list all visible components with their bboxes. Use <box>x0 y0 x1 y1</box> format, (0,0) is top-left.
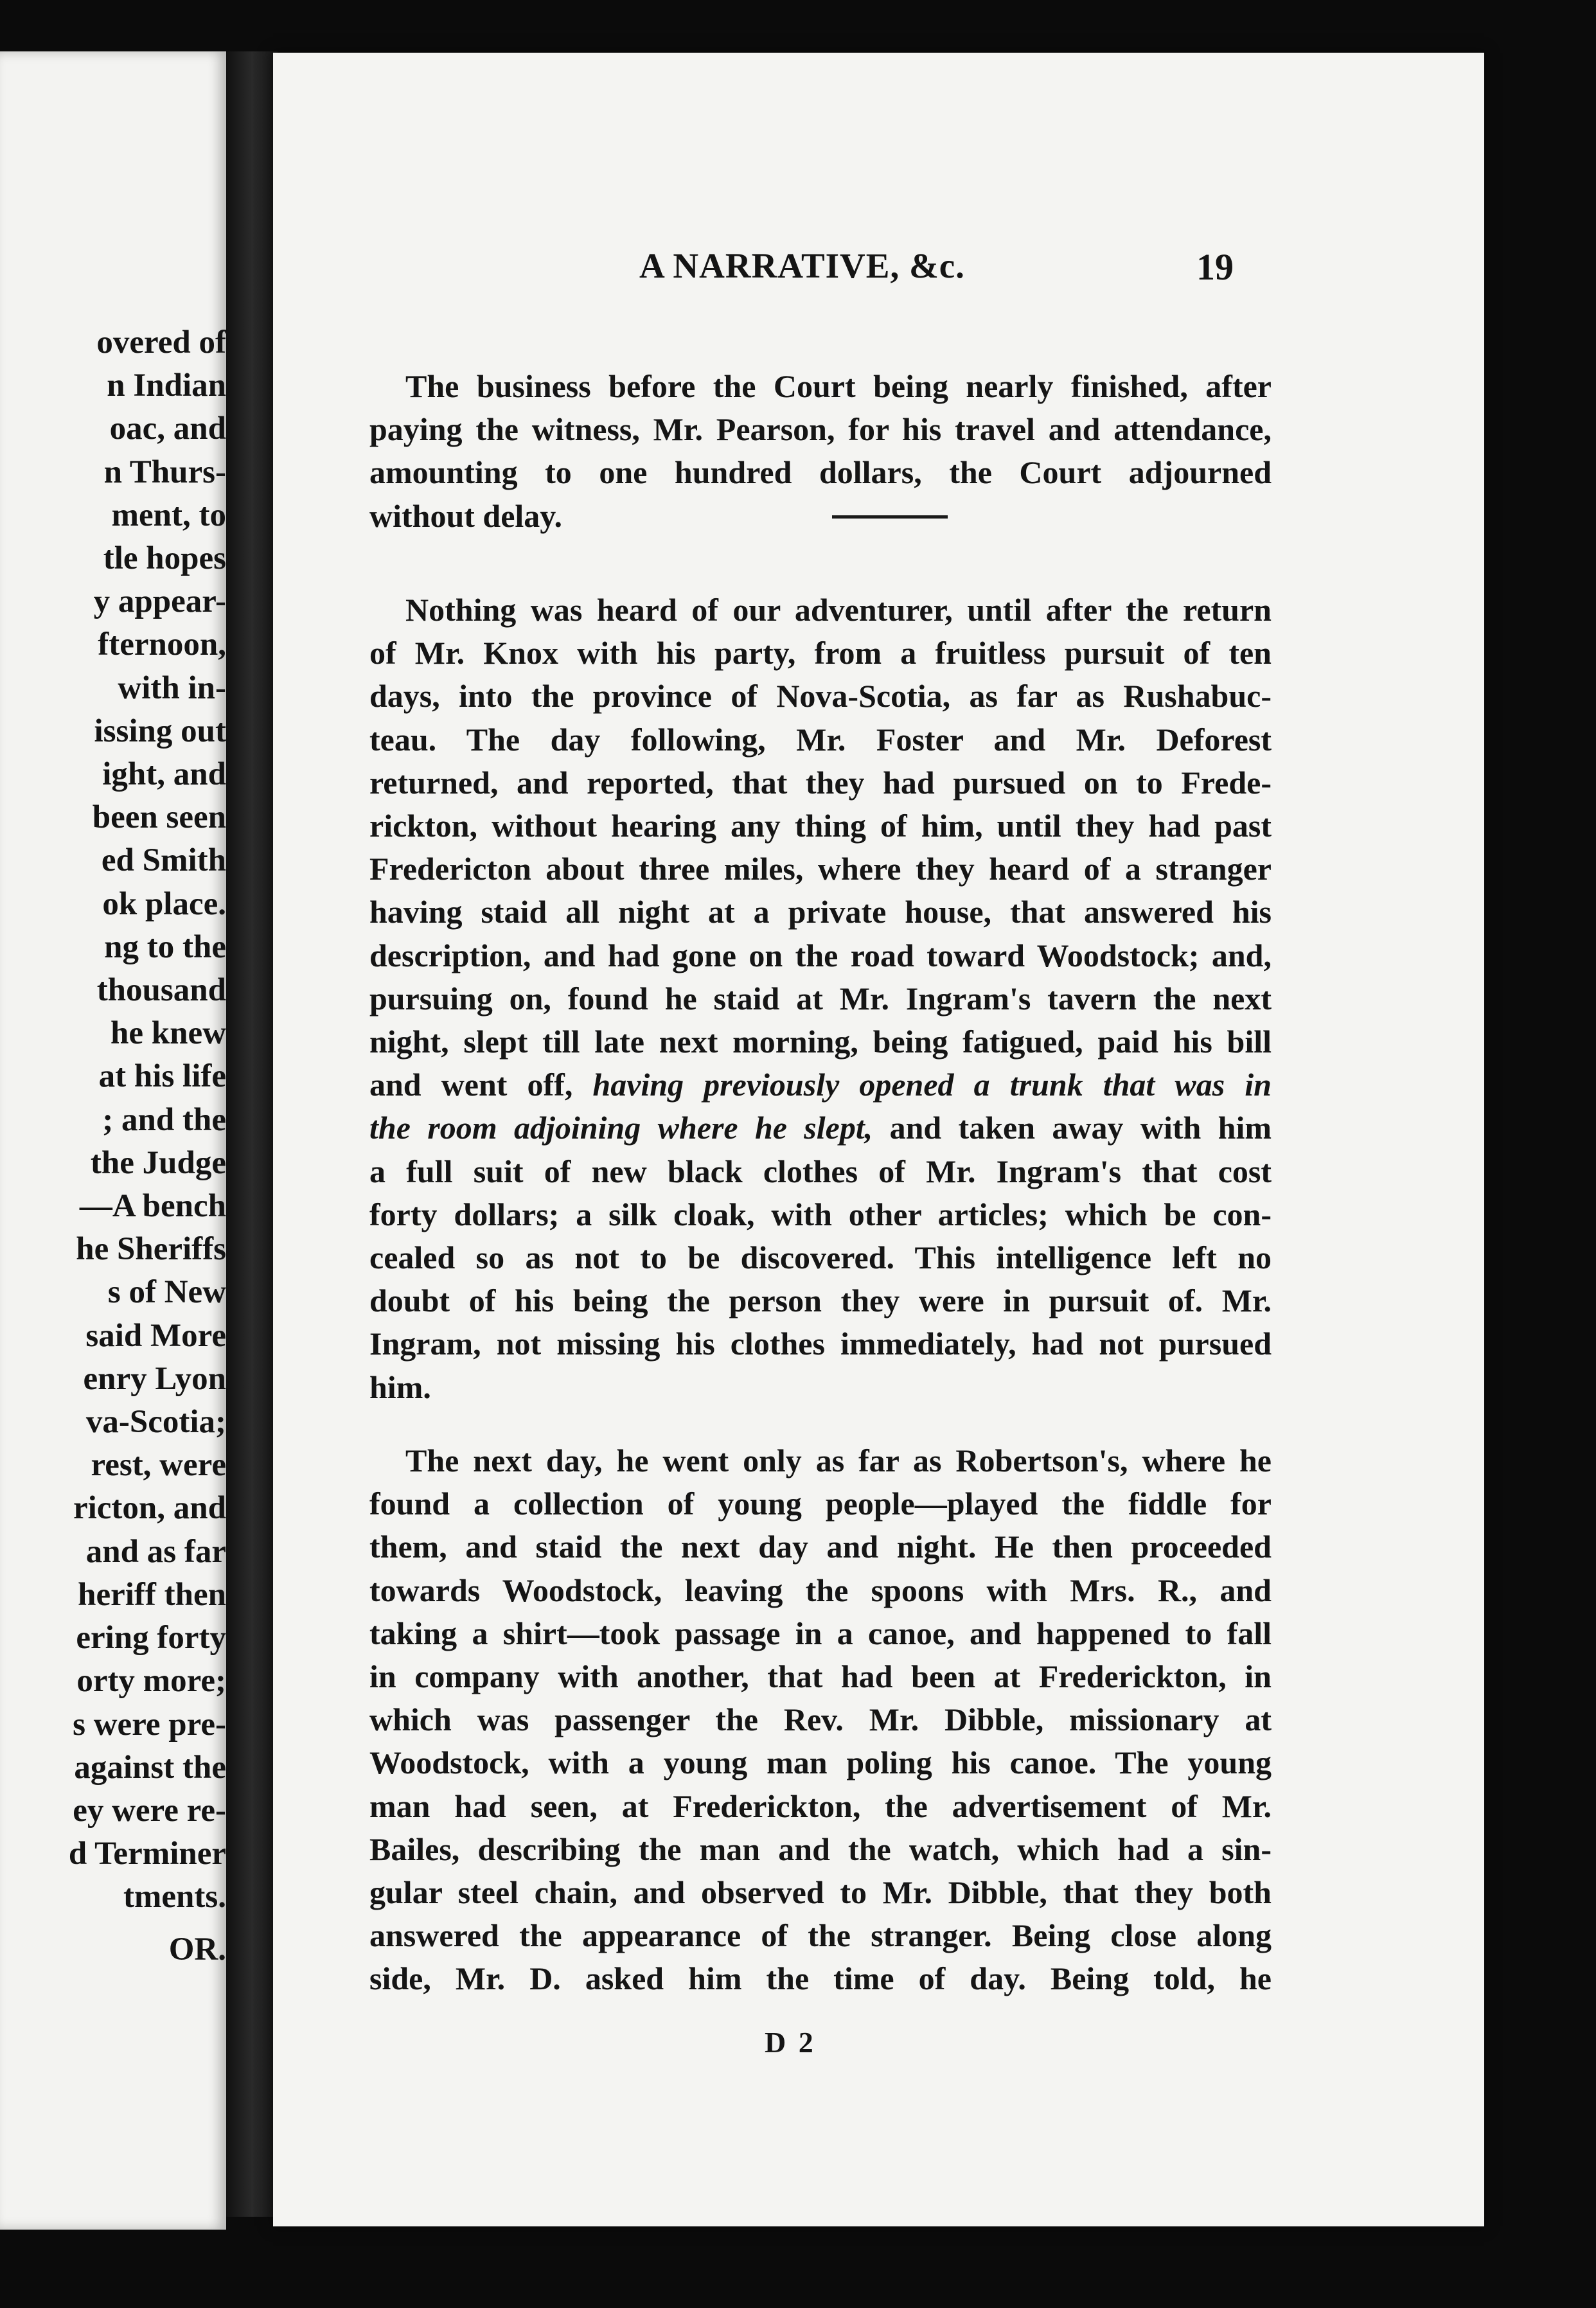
text-line: Ingram, not missing his clothes immediately, had not pursued <box>369 1326 1272 1362</box>
text-line: Woodstock, with a young man poling his canoe. The young <box>369 1744 1272 1781</box>
text-line: without delay. <box>369 497 563 534</box>
section-divider <box>832 515 948 519</box>
text-line: of Mr. Knox with his party, from a fruitless pursuit of ten <box>369 635 1272 671</box>
paragraph-3 <box>369 1439 1272 2001</box>
text-line: pursuing on, found he staid at Mr. Ingram's tavern the next <box>369 980 1272 1016</box>
left-page-text <box>0 321 226 1971</box>
left-line: d Terminer <box>68 1836 226 1872</box>
left-line: oac, and <box>109 411 226 447</box>
text-run: and taken away with him <box>889 1110 1272 1146</box>
text-line: gular steel chain, and observed to Mr. Dibble, that they both <box>369 1874 1272 1911</box>
left-line: ng to the <box>104 928 226 965</box>
left-line: ricton, and <box>73 1490 226 1527</box>
left-line: overed of <box>96 324 226 360</box>
running-title: A NARRATIVE, &c. <box>639 246 965 285</box>
left-page <box>0 51 226 2230</box>
left-line: at his life <box>98 1058 226 1095</box>
text-line: rickton, without hearing any thing of him, until they had past <box>369 808 1272 844</box>
text-line: a full suit of new black clothes of Mr. Ingram's that cost <box>369 1153 1272 1189</box>
text-line: night, slept till late next morning, being fatigued, paid his bill <box>369 1024 1272 1060</box>
left-line: ok place. <box>102 885 226 922</box>
text-line: towards Woodstock, leaving the spoons with Mrs. R., and <box>369 1572 1272 1608</box>
text-line: The business before the Court being nearly finished, after <box>405 368 1272 404</box>
left-line: ey were re- <box>73 1792 226 1829</box>
left-line: y appear- <box>93 583 226 620</box>
left-line: and as far <box>85 1533 226 1570</box>
text-line: having staid all night at a private house, that answered his <box>369 894 1272 930</box>
left-line: ering forty <box>76 1620 226 1656</box>
left-line: issing out <box>94 713 226 749</box>
text-line: Bailes, describing the man and the watch, which had a sin- <box>369 1831 1272 1867</box>
left-line: he knew <box>111 1015 226 1052</box>
left-line: va-Scotia; <box>85 1404 226 1441</box>
left-line: ed Smith <box>101 842 226 879</box>
text-line: them, and staid the next day and night. He then proceeded <box>369 1529 1272 1565</box>
text-line: teau. The day following, Mr. Foster and Mr. Deforest <box>369 721 1272 758</box>
text-line: Nothing was heard of our adventurer, until after the return <box>405 592 1272 628</box>
left-line: the Judge <box>90 1144 226 1181</box>
text-line: side, Mr. D. asked him the time of day. Being told, he <box>369 1960 1272 1997</box>
text-line: answered the appearance of the stranger. Being close along <box>369 1917 1272 1954</box>
text-line: returned, and reported, that they had pursued on to Frede- <box>369 764 1272 801</box>
italic-run: having previously opened a trunk that was in <box>592 1067 1272 1103</box>
paragraph-1 <box>369 365 1272 538</box>
text-line: cealed so as not to be discovered. This intelligence left no <box>369 1239 1272 1276</box>
left-line: s of New <box>107 1274 226 1311</box>
text-line: found a collection of young people—played the fiddle for <box>369 1486 1272 1522</box>
text-line: Fredericton about three miles, where they heard of a stranger <box>369 851 1272 887</box>
text-line: which was passenger the Rev. Mr. Dibble, missionary at <box>369 1701 1272 1738</box>
text-line: description, and had gone on the road toward Woodstock; and, <box>369 937 1272 973</box>
text-line <box>369 1063 1272 1106</box>
left-line: tle hopes <box>103 540 226 577</box>
text-line: amounting to one hundred dollars, the Court adjourned <box>369 454 1272 491</box>
text-line: paying the witness, Mr. Pearson, for his travel and attendance, <box>369 411 1272 448</box>
left-line: ight, and <box>102 756 226 793</box>
italic-run: the room adjoining where he slept, <box>369 1110 873 1146</box>
left-line: orty more; <box>76 1663 226 1700</box>
left-line: rest, were <box>91 1447 226 1484</box>
left-line: with in- <box>118 670 226 706</box>
text-line: man had seen, at Frederickton, the advertisement of Mr. <box>369 1788 1272 1824</box>
left-line: ; and the <box>102 1101 226 1138</box>
left-line: heriff then <box>78 1576 226 1613</box>
text-line: in company with another, that had been at Frederickton, in <box>369 1658 1272 1695</box>
text-line: The next day, he went only as far as Robertson's, where he <box>405 1442 1272 1478</box>
left-line: been seen <box>92 799 226 836</box>
left-line: n Indian <box>107 368 226 404</box>
left-line: OR. <box>168 1931 226 1967</box>
right-page <box>273 53 1484 2226</box>
left-line: thousand <box>96 972 226 1009</box>
text-line: days, into the province of Nova-Scotia, as far as Rushabuc- <box>369 678 1272 715</box>
text-line: doubt of his being the person they were in pursuit of. Mr. <box>369 1283 1272 1319</box>
text-line: taking a shirt—took passage in a canoe, and happened to fall <box>369 1615 1272 1651</box>
text-line: forty dollars; a silk cloak, with other articles; which be con- <box>369 1196 1272 1232</box>
page-number: 19 <box>1196 246 1234 288</box>
left-line: enry Lyon <box>83 1360 226 1397</box>
left-line: ment, to <box>111 497 226 533</box>
paragraph-2 <box>369 589 1272 1409</box>
text-run: and went off, <box>369 1067 573 1103</box>
book-gutter <box>226 51 278 2217</box>
left-line: n Thurs- <box>103 454 226 490</box>
left-line: against the <box>74 1749 226 1786</box>
running-head <box>273 245 1484 297</box>
text-line: him. <box>369 1369 431 1405</box>
left-line: —A bench <box>79 1188 226 1225</box>
left-line: fternoon, <box>98 626 226 663</box>
left-line: s were pre- <box>73 1706 226 1743</box>
text-line <box>369 1106 1272 1150</box>
signature-mark: D 2 <box>765 2026 816 2059</box>
left-line: said More <box>85 1317 226 1354</box>
left-line: tments. <box>123 1879 226 1915</box>
left-line: he Sheriffs <box>76 1231 226 1268</box>
